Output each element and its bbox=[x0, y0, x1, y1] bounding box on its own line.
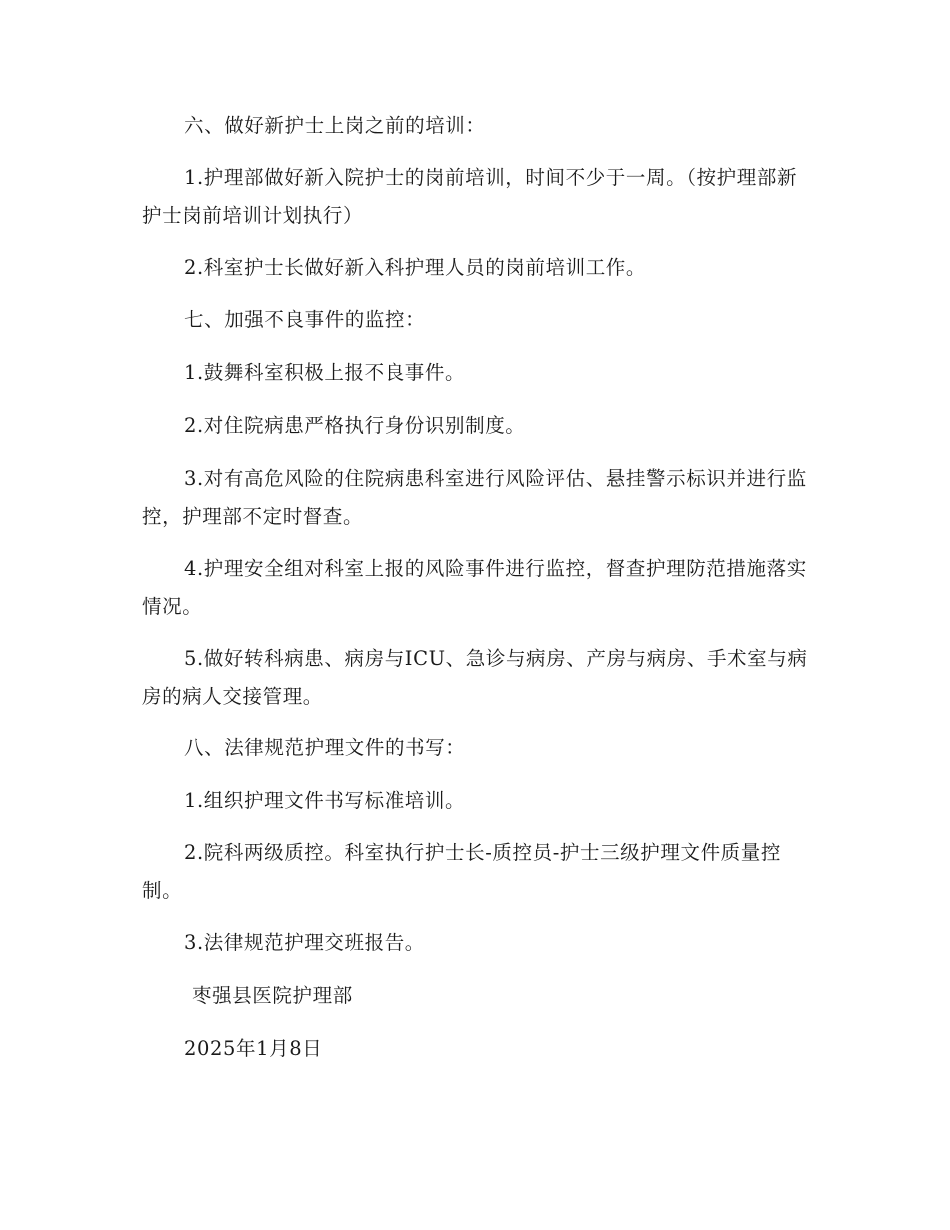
paragraph-item: 2.对住院病患严格执行身份识别制度。 bbox=[184, 414, 526, 437]
paragraph-item: 1.鼓舞科室积极上报不良事件。 bbox=[184, 361, 466, 384]
section-heading-six: 六、做好新护士上岗之前的培训： bbox=[184, 114, 486, 137]
paragraph-item: 2.科室护士长做好新入科护理人员的岗前培训工作。 bbox=[184, 256, 647, 279]
paragraph-item: 1.护理部做好新入院护士的岗前培训，时间不少于一周。（按护理部新护士岗前培训计划执行） bbox=[142, 166, 798, 227]
section-heading-eight: 八、法律规范护理文件的书写： bbox=[184, 736, 466, 759]
paragraph-item: 5.做好转科病患、病房与ICU、急诊与病房、产房与病房、手术室与病房的病人交接管理。 bbox=[142, 647, 808, 708]
paragraph-item: 2.院科两级质控。科室执行护士长-质控员-护士三级护理文件质量控制。 bbox=[142, 841, 781, 902]
document-date: 2025年1月8日 bbox=[184, 1037, 323, 1060]
paragraph-item: 3.法律规范护理交班报告。 bbox=[184, 931, 425, 954]
signature-org: 枣强县医院护理部 bbox=[192, 984, 353, 1007]
paragraph-item: 4.护理安全组对科室上报的风险事件进行监控，督查护理防范措施落实情况。 bbox=[142, 557, 807, 618]
section-heading-seven: 七、加强不良事件的监控： bbox=[184, 308, 426, 331]
paragraph-item: 1.组织护理文件书写标准培训。 bbox=[184, 789, 466, 812]
paragraph-item: 3.对有高危风险的住院病患科室进行风险评估、悬挂警示标识并进行监控，护理部不定时督查。 bbox=[142, 467, 807, 528]
